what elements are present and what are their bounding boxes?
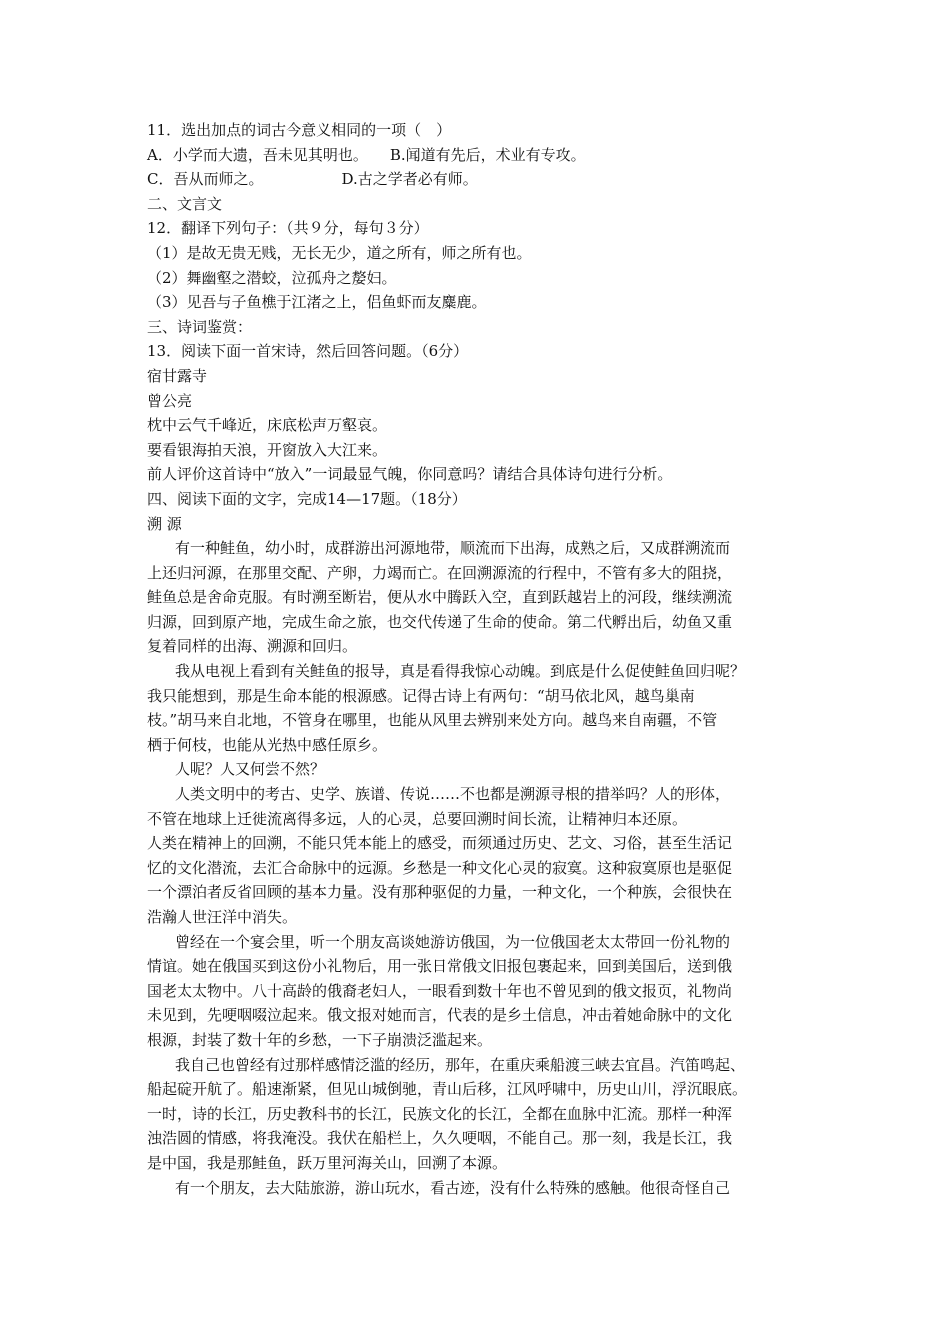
essay-line: 枝。”胡马来自北地，不管身在哪里，也能从风里去辨别来处方向。越鸟来自南疆，不管	[147, 711, 718, 730]
question-13: 13．阅读下面一首宋诗，然后回答问题。（6分）	[147, 342, 469, 361]
essay-line: 栖于何枝，也能从光热中感任原乡。	[147, 735, 388, 754]
poem-author: 曾公亮	[147, 391, 193, 410]
essay-line: 浊浩圆的情感，将我淹没。我伏在船栏上，久久哽咽，不能自己。那一刻，我是长江，我	[147, 1129, 733, 1148]
essay-line: 是中国，我是那鲑鱼，跃万里河海关山，回溯了本源。	[147, 1153, 508, 1172]
essay-paragraph	[147, 659, 807, 757]
essay-line: 归源，回到原产地，完成生命之旅，也交代传递了生命的使命。第二代孵出后，幼鱼又重	[147, 612, 733, 631]
essay-title: 溯 源	[147, 514, 182, 533]
essay-line: 不管在地球上迁徙流离得多远，人的心灵，总要回溯时间长流，让精神归本还原。	[147, 809, 688, 828]
essay-line: 一时，诗的长江，历史教科书的长江，民族文化的长江，全都在血脉中汇流。那样一种浑	[147, 1104, 733, 1123]
document-body	[147, 118, 807, 1200]
essay-paragraph	[147, 536, 807, 659]
section-heading-poetry: 三、诗词鉴赏：	[147, 317, 253, 336]
essay-line: 有一种鲑鱼，幼小时，成群游出河源地带，顺流而下出海，成熟之后，又成群溯流而	[175, 539, 731, 558]
question-11-options-ab	[147, 143, 807, 168]
essay-line: 人类文明中的考古、史学、族谱、传说……不也都是溯源寻根的措举吗？人的形体，	[175, 785, 731, 804]
essay-line: 上还归河源，在那里交配、产卵，力竭而亡。在回溯源流的行程中，不管有多大的阻挠，	[147, 563, 733, 582]
essay-line: 人类在精神上的回溯，不能只凭本能上的感受，而须通过历史、艺文、习俗，甚至生活记	[147, 834, 733, 853]
poem-question: 前人评价这首诗中“放入”一词最显气魄，你同意吗？请结合具体诗句进行分析。	[147, 465, 673, 484]
essay-line: 我只能想到，那是生命本能的根源感。记得古诗上有两句：“胡马依北风，越鸟巢南	[147, 686, 695, 705]
essay-line: 我从电视上看到有关鲑鱼的报导，真是看得我惊心动魄。到底是什么促使鲑鱼回归呢？	[175, 662, 746, 681]
essay-line: 情谊。她在俄国买到这份小礼物后，用一张日常俄文旧报包裹起来，回到美国后，送到俄	[147, 957, 733, 976]
essay-line: 一个漂泊者反省回顾的基本力量。没有那种驱促的力量，一种文化，一个种族，会很快在	[147, 883, 733, 902]
essay-line: 国老太太物中。八十高龄的俄裔老妇人，一眼看到数十年也不曾见到的俄文报页，礼物尚	[147, 981, 733, 1000]
essay-line: 根源，封装了数十年的乡愁，一下子崩溃泛滥起来。	[147, 1030, 493, 1049]
option-c: C．吾从而师之。	[147, 170, 264, 189]
essay-line: 船起碇开航了。船速渐紧，但见山城倒驰，青山后移，江风呼啸中，历史山川，浮沉眼底。	[147, 1080, 748, 1099]
option-d: D.古之学者必有师。	[341, 170, 478, 189]
question-11: 11．选出加点的词古今意义相同的一项（ ）	[147, 121, 452, 139]
option-a: A．小学而大遗，吾未见其明也。	[147, 145, 368, 164]
essay-body	[147, 536, 807, 1200]
document-page	[0, 118, 950, 1200]
essay-paragraph	[147, 757, 807, 782]
question-12: 12．翻译下列句子：（共９分，每句３分）	[147, 219, 429, 238]
poem-title: 宿甘露寺	[147, 366, 208, 385]
essay-paragraph	[147, 782, 807, 831]
essay-line: 鲑鱼总是舍命克服。有时溯至断岩，便从水中腾跃入空，直到跃越岩上的河段，继续溯流	[147, 588, 733, 607]
essay-line: 人呢？人又何尝不然？	[175, 760, 326, 779]
section-heading-reading: 四、阅读下面的文字，完成14—17题。（18分）	[147, 489, 467, 508]
essay-line: 浩瀚人世汪洋中消失。	[147, 908, 298, 926]
essay-line: 有一个朋友，去大陆旅游，游山玩水，看古迹，没有什么特殊的感触。他很奇怪自己	[175, 1178, 731, 1197]
question-11-options-cd	[147, 167, 807, 192]
poem-line: 要看银海拍天浪，开窗放入大江来。	[147, 440, 388, 459]
option-b: B.闻道有先后，术业有专攻。	[389, 145, 586, 164]
section-heading-classical: 二、文言文	[147, 194, 223, 213]
essay-paragraph	[147, 930, 807, 1053]
translation-item: （2）舞幽壑之潜蛟，泣孤舟之嫠妇。	[147, 268, 397, 287]
essay-line: 复着同样的出海、溯源和回归。	[147, 637, 358, 656]
essay-line: 忆的文化潜流，去汇合命脉中的远源。乡愁是一种文化心灵的寂寞。这种寂寞原也是驱促	[147, 858, 733, 877]
translation-item: （1）是故无贵无贱，无长无少，道之所有，师之所有也。	[147, 243, 532, 262]
poem-line: 枕中云气千峰近，床底松声万壑哀。	[147, 416, 388, 435]
essay-line: 曾经在一个宴会里，听一个朋友高谈她游访俄国，为一位俄国老太太带回一份礼物的	[175, 932, 731, 951]
essay-paragraph	[147, 831, 807, 929]
essay-paragraph	[147, 1053, 807, 1176]
essay-paragraph	[147, 1176, 807, 1201]
essay-line: 我自己也曾经有过那样感情泛滥的经历，那年，在重庆乘船渡三峡去宜昌。汽笛鸣起、	[175, 1055, 746, 1074]
translation-item: （3）见吾与子鱼樵于江渚之上，侣鱼虾而友麋鹿。	[147, 293, 487, 312]
essay-line: 未见到，先哽咽啜泣起来。俄文报对她而言，代表的是乡土信息，冲击着她命脉中的文化	[147, 1006, 733, 1025]
